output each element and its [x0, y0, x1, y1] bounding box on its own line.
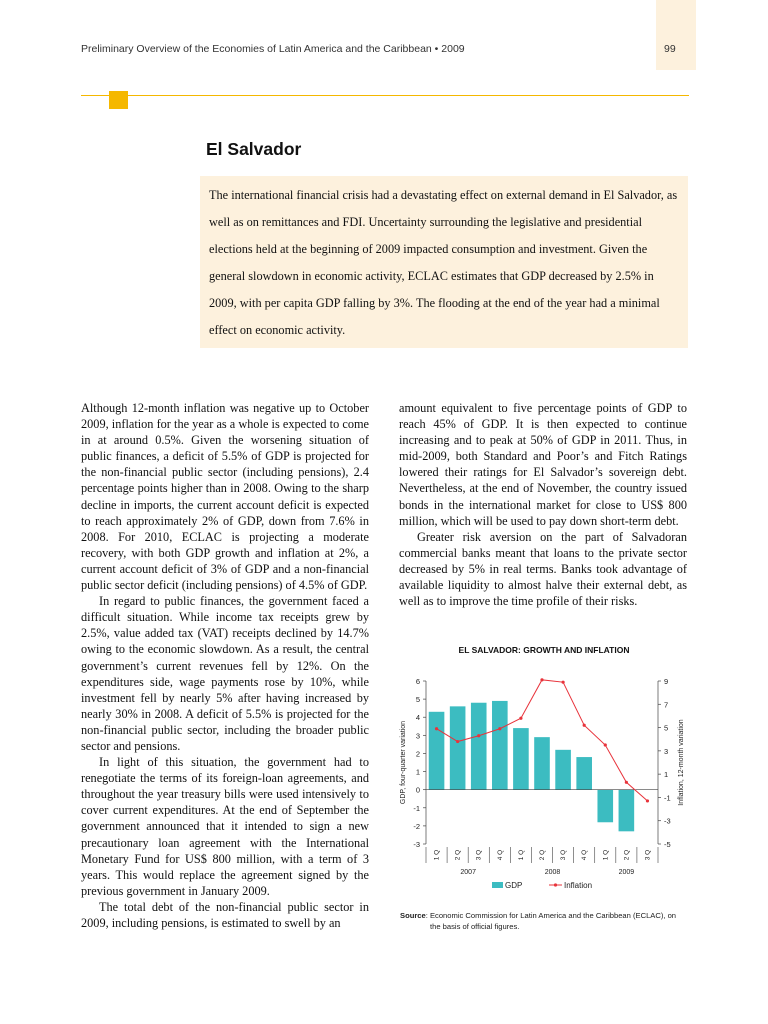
left-axis-label: GDP, four-quarter variation: [400, 720, 407, 805]
gdp-bar: [576, 757, 592, 790]
gdp-bar: [555, 750, 571, 790]
legend-inflation-label: Inflation: [564, 881, 593, 890]
body-column-right: [399, 400, 687, 609]
left-axis-tick-label: 2: [415, 749, 420, 759]
gdp-bar: [492, 701, 508, 790]
year-label: 2008: [544, 869, 561, 876]
inflation-point: [498, 727, 501, 730]
inflation-point: [583, 724, 586, 727]
quarter-label: 3 Q: [560, 849, 568, 861]
left-axis-tick-label: 0: [415, 785, 420, 795]
gdp-bar: [534, 737, 550, 790]
right-axis-tick-label: -1: [664, 793, 671, 803]
gdp-bar: [619, 790, 635, 832]
source-text-line2: the basis of official figures.: [430, 922, 520, 931]
left-axis-tick-label: -3: [413, 840, 420, 849]
quarter-label: 2 Q: [539, 849, 546, 861]
left-axis-tick-label: 1: [415, 767, 420, 777]
gdp-bar: [471, 703, 487, 790]
right-axis-tick-label: 7: [664, 700, 669, 710]
gdp-bar: [450, 706, 466, 789]
page-number: 99: [664, 43, 676, 55]
inflation-point: [604, 743, 607, 746]
legend-gdp-label: GDP: [505, 881, 523, 890]
quarter-label: 4 Q: [581, 849, 589, 861]
left-axis-tick-label: 3: [415, 731, 420, 741]
right-axis-tick-label: 5: [664, 723, 669, 733]
right-axis-tick-label: 3: [664, 746, 669, 756]
quarter-label: 2 Q: [454, 849, 462, 861]
summary-text: The international financial crisis had a devastating effect on external demand in El Salvador, as well as on remittances and FDI. Uncertainty surrounding the legislative and presidential elections held at the beginning of 2009 impacted consumption and investment. Given the general slowdown in economic activity, ECLAC estimates that GDP decreased by 2.5% in 2009, with per capita GDP falling by 3%. The flooding at the end of the year had a minimal effect on economic activity.: [209, 188, 678, 337]
growth-inflation-chart: [396, 668, 688, 900]
right-axis-tick-label: 9: [664, 677, 669, 686]
summary-box: [200, 176, 688, 348]
left-axis-tick-label: 6: [415, 677, 420, 686]
year-label: 2007: [460, 869, 476, 876]
source-label: Source: [400, 911, 426, 920]
gdp-bar: [513, 728, 529, 790]
inflation-point: [435, 727, 438, 730]
quarter-label: 3 Q: [475, 849, 483, 861]
section-marker: [109, 91, 128, 109]
left-axis-tick-label: 5: [415, 695, 420, 705]
right-axis-tick-label: -3: [664, 816, 671, 826]
quarter-label: 2 Q: [623, 849, 631, 861]
legend-gdp-swatch: [492, 882, 503, 888]
body-column-left: [81, 400, 369, 931]
left-axis-tick-label: 4: [415, 713, 420, 723]
inflation-point: [456, 740, 459, 743]
right-axis-tick-label: -5: [664, 840, 671, 849]
chart-source-note: [400, 910, 688, 932]
country-title: El Salvador: [206, 139, 302, 159]
source-text-line1: : Economic Commission for Latin America and the Caribbean (ECLAC), on: [425, 911, 677, 920]
body-paragraph: In regard to public finances, the government faced a difficult situation. While income tax receipts grew by 2.5%, value added tax (VAT) receipts declined by 14.7% owing to the economic slowdown. As a result, the central government’s current revenues fell by 12%. On the expenditures side, wage payments rose by 10%, while investment fell by nearly 5% after having increased by nearly 30% in 2008. A deficit of 5.5% is projected for the non-financial public sector, including the broader public sector and pensions.: [81, 594, 369, 753]
right-axis-label: Inflation, 12-month variation: [678, 719, 685, 806]
running-header: Preliminary Overview of the Economies of Latin America and the Caribbean • 2009: [81, 43, 465, 55]
inflation-point: [646, 799, 649, 802]
year-label: 2009: [618, 869, 635, 876]
quarter-label: 1 Q: [517, 849, 525, 861]
left-axis-tick-label: -2: [413, 821, 420, 831]
body-paragraph: Greater risk aversion on the part of Salvadoran commercial banks meant that loans to the private sector decreased by 5% in real terms. Banks took advantage of available liquidity to almost halve their external debt, as well as to improve the time profile of their risks.: [399, 529, 687, 609]
page-tab-highlight: [656, 0, 696, 70]
quarter-label: 1 Q: [602, 849, 610, 861]
body-paragraph: In light of this situation, the government had to renegotiate the terms of its foreign-loan agreements, and throughout the year treasury bills were used intensively to cover current expenditures. At the end of September the government announced that it intended to sign a new precautionary loan agreement with the International Monetary Fund for US$ 800 million, with a term of 3 years. This would replace the agreement signed by the previous government in January 2009.: [81, 755, 369, 898]
inflation-point: [477, 734, 480, 737]
inflation-point: [561, 681, 564, 684]
quarter-label: 4 Q: [496, 849, 504, 861]
right-axis-tick-label: 1: [664, 770, 669, 780]
body-paragraph: The total debt of the non-financial public sector in 2009, including pensions, is estimated to swell by an: [81, 899, 369, 930]
inflation-point: [625, 781, 628, 784]
gdp-bar: [597, 790, 613, 823]
body-paragraph: amount equivalent to five percentage points of GDP to reach 45% of GDP. It is then expected to continue increasing and to peak at 50% of GDP in 2011. Thus, in mid-2009, both Standard and Poor’s and Fitch Ratings lowered their ratings for El Salvador’s sovereign debt. Nevertheless, at the end of November, the country issued bonds in the international market for close to US$ 800 million, which will be used to pay down short-term debt.: [399, 401, 687, 528]
inflation-point: [519, 717, 522, 720]
quarter-label: 3 Q: [644, 849, 652, 861]
header-rule: [81, 95, 689, 96]
legend-inflation-marker: [554, 883, 557, 886]
body-paragraph: Although 12-month inflation was negative up to October 2009, inflation for the year as a whole is expected to come in at around 0.5%. Given the worsening situation of public finances, a deficit of 5.5% of GDP is projected for the non-financial public sector (including pensions), 2.4 percentage points higher than in 2008. Owing to the sharp decline in imports, the current account deficit is expected to reach approximately 2% of GDP, down from 7.6% in 2008. For 2010, ECLAC is projecting a moderate recovery, with both GDP growth and inflation at 2%, a current account deficit of 3% of GDP and a non-financial public sector deficit (including pensions) of 4.5% of GDP.: [81, 401, 369, 593]
chart-title: EL SALVADOR: GROWTH AND INFLATION: [458, 645, 630, 655]
inflation-point: [540, 678, 543, 681]
left-axis-tick-label: -1: [413, 803, 420, 813]
quarter-label: 1 Q: [433, 849, 441, 861]
gdp-bar: [429, 712, 445, 790]
